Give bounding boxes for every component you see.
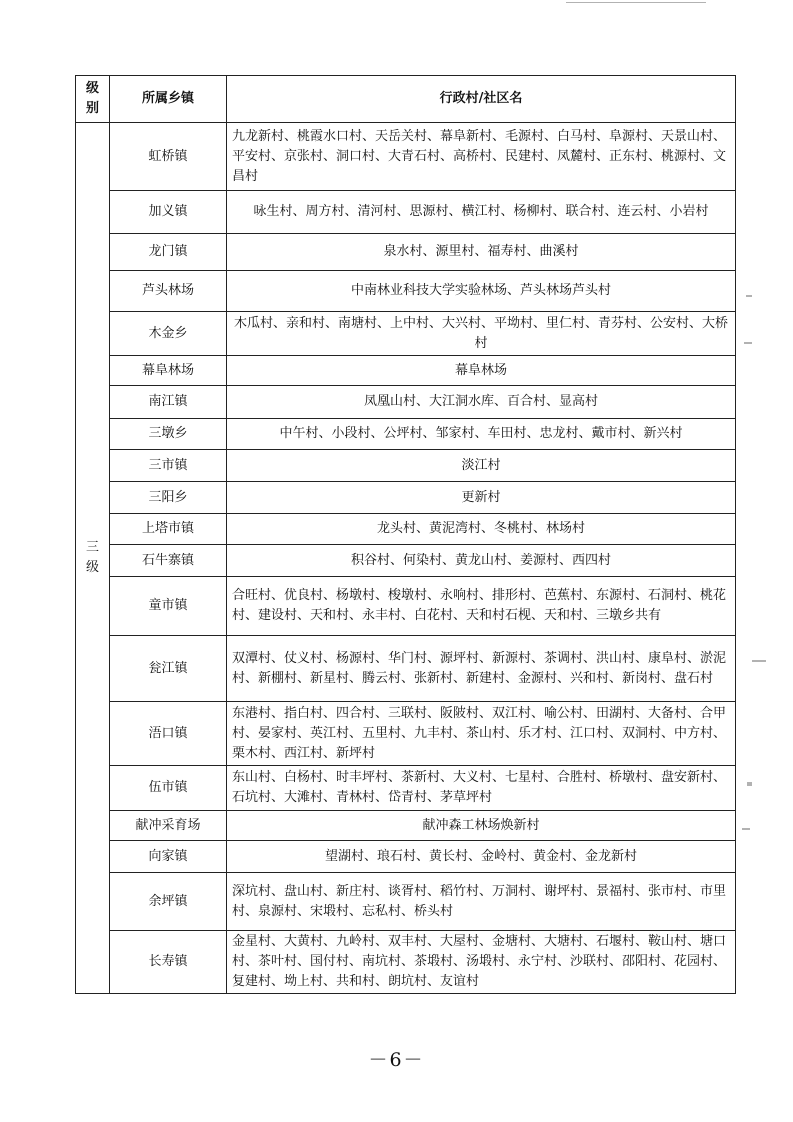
table-row xyxy=(76,356,736,386)
villages-cell: 更新村 xyxy=(227,482,736,514)
header-town: 所属乡镇 xyxy=(110,76,227,123)
table-row xyxy=(76,271,736,312)
level-cell: 三级 xyxy=(76,123,110,994)
villages-cell: 积谷村、何染村、黄龙山村、姜源村、西四村 xyxy=(227,545,736,577)
villages-cell: 双潭村、仗义村、杨源村、华门村、源坪村、新源村、茶调村、洪山村、康阜村、淤泥村、新棚村、新星村、腾云村、张新村、新建村、金源村、兴和村、新岗村、盘石村 xyxy=(227,636,736,702)
table-row xyxy=(76,386,736,419)
table-row xyxy=(76,841,736,873)
town-cell: 南江镇 xyxy=(110,386,227,419)
table-row xyxy=(76,312,736,356)
villages-cell: 凤凰山村、大江洞水库、百合村、显高村 xyxy=(227,386,736,419)
town-cell: 童市镇 xyxy=(110,577,227,636)
scan-mark xyxy=(747,782,752,786)
villages-cell: 深坑村、盘山村、新庄村、谈胥村、稻竹村、万洞村、谢坪村、景福村、张市村、市里村、泉源村、宋塅村、忘私村、桥头村 xyxy=(227,873,736,931)
scan-mark xyxy=(746,295,752,297)
town-cell: 龙门镇 xyxy=(110,234,227,271)
table-row xyxy=(76,123,736,191)
table-row xyxy=(76,514,736,545)
table-row xyxy=(76,234,736,271)
town-cell: 伍市镇 xyxy=(110,766,227,811)
town-cell: 向家镇 xyxy=(110,841,227,873)
town-cell: 三阳乡 xyxy=(110,482,227,514)
table-row xyxy=(76,766,736,811)
town-cell: 瓮江镇 xyxy=(110,636,227,702)
villages-cell: 献冲森工林场焕新村 xyxy=(227,811,736,841)
page-number: －6－ xyxy=(368,1049,425,1071)
villages-cell: 龙头村、黄泥湾村、冬桃村、林场村 xyxy=(227,514,736,545)
table-row xyxy=(76,702,736,766)
table-row xyxy=(76,191,736,234)
town-cell: 芦头林场 xyxy=(110,271,227,312)
villages-cell: 木瓜村、亲和村、南塘村、上中村、大兴村、平坳村、里仁村、青芬村、公安村、大桥村 xyxy=(227,312,736,356)
header-level: 级别 xyxy=(76,76,110,123)
villages-cell: 中午村、小段村、公坪村、邹家村、车田村、忠龙村、戴市村、新兴村 xyxy=(227,419,736,450)
villages-cell: 望湖村、琅石村、黄长村、金岭村、黄金村、金龙新村 xyxy=(227,841,736,873)
town-cell: 浯口镇 xyxy=(110,702,227,766)
table-row xyxy=(76,545,736,577)
villages-cell: 九龙新村、桃霞水口村、天岳关村、幕阜新村、毛源村、白马村、阜源村、天景山村、平安村、京张村、洞口村、大青石村、高桥村、民建村、凤麓村、正东村、桃源村、文昌村 xyxy=(227,123,736,191)
villages-cell: 淡江村 xyxy=(227,450,736,482)
town-cell: 木金乡 xyxy=(110,312,227,356)
village-table xyxy=(75,75,736,994)
table-row xyxy=(76,873,736,931)
villages-cell: 中南林业科技大学实验林场、芦头林场芦头村 xyxy=(227,271,736,312)
town-cell: 石牛寨镇 xyxy=(110,545,227,577)
town-cell: 长寿镇 xyxy=(110,931,227,994)
table-row xyxy=(76,931,736,994)
town-cell: 三市镇 xyxy=(110,450,227,482)
town-cell: 三墩乡 xyxy=(110,419,227,450)
scan-mark xyxy=(744,342,752,344)
villages-cell: 幕阜林场 xyxy=(227,356,736,386)
header-villages: 行政村/社区名 xyxy=(227,76,736,123)
town-cell: 虹桥镇 xyxy=(110,123,227,191)
table-row xyxy=(76,482,736,514)
villages-cell: 东山村、白杨村、时丰坪村、茶新村、大义村、七星村、合胜村、桥墩村、盘安新村、石坑村、大滩村、青林村、岱青村、茅草坪村 xyxy=(227,766,736,811)
table-row xyxy=(76,577,736,636)
villages-cell: 金星村、大黄村、九岭村、双丰村、大屋村、金塘村、大塘村、石堰村、鞍山村、塘口村、茶叶村、国付村、南坑村、茶塅村、汤塅村、永宁村、沙联村、邵阳村、花园村、复建村、坳上村、共和村、朗坑村、友谊村 xyxy=(227,931,736,994)
table-row xyxy=(76,450,736,482)
town-cell: 幕阜林场 xyxy=(110,356,227,386)
town-cell: 加义镇 xyxy=(110,191,227,234)
villages-cell: 合旺村、优良村、杨墩村、梭墩村、永响村、排形村、芭蕉村、东源村、石洞村、桃花村、建设村、天和村、永丰村、白花村、天和村石枧、天和村、三墩乡共有 xyxy=(227,577,736,636)
table-header-row xyxy=(76,76,736,123)
scan-mark xyxy=(742,828,750,830)
table-row xyxy=(76,419,736,450)
scan-mark xyxy=(752,660,766,662)
table-row xyxy=(76,811,736,841)
town-cell: 献冲采育场 xyxy=(110,811,227,841)
town-cell: 上塔市镇 xyxy=(110,514,227,545)
table-row xyxy=(76,636,736,702)
villages-cell: 泉水村、源里村、福寿村、曲溪村 xyxy=(227,234,736,271)
villages-cell: 咏生村、周方村、清河村、思源村、横江村、杨柳村、联合村、连云村、小岩村 xyxy=(227,191,736,234)
scan-mark xyxy=(566,2,706,3)
villages-cell: 东港村、指白村、四合村、三联村、阪陂村、双江村、喻公村、田湖村、大备村、合甲村、晏家村、英江村、五里村、九丰村、茶山村、乐才村、江口村、双洞村、中方村、栗木村、西江村、新坪村 xyxy=(227,702,736,766)
town-cell: 余坪镇 xyxy=(110,873,227,931)
